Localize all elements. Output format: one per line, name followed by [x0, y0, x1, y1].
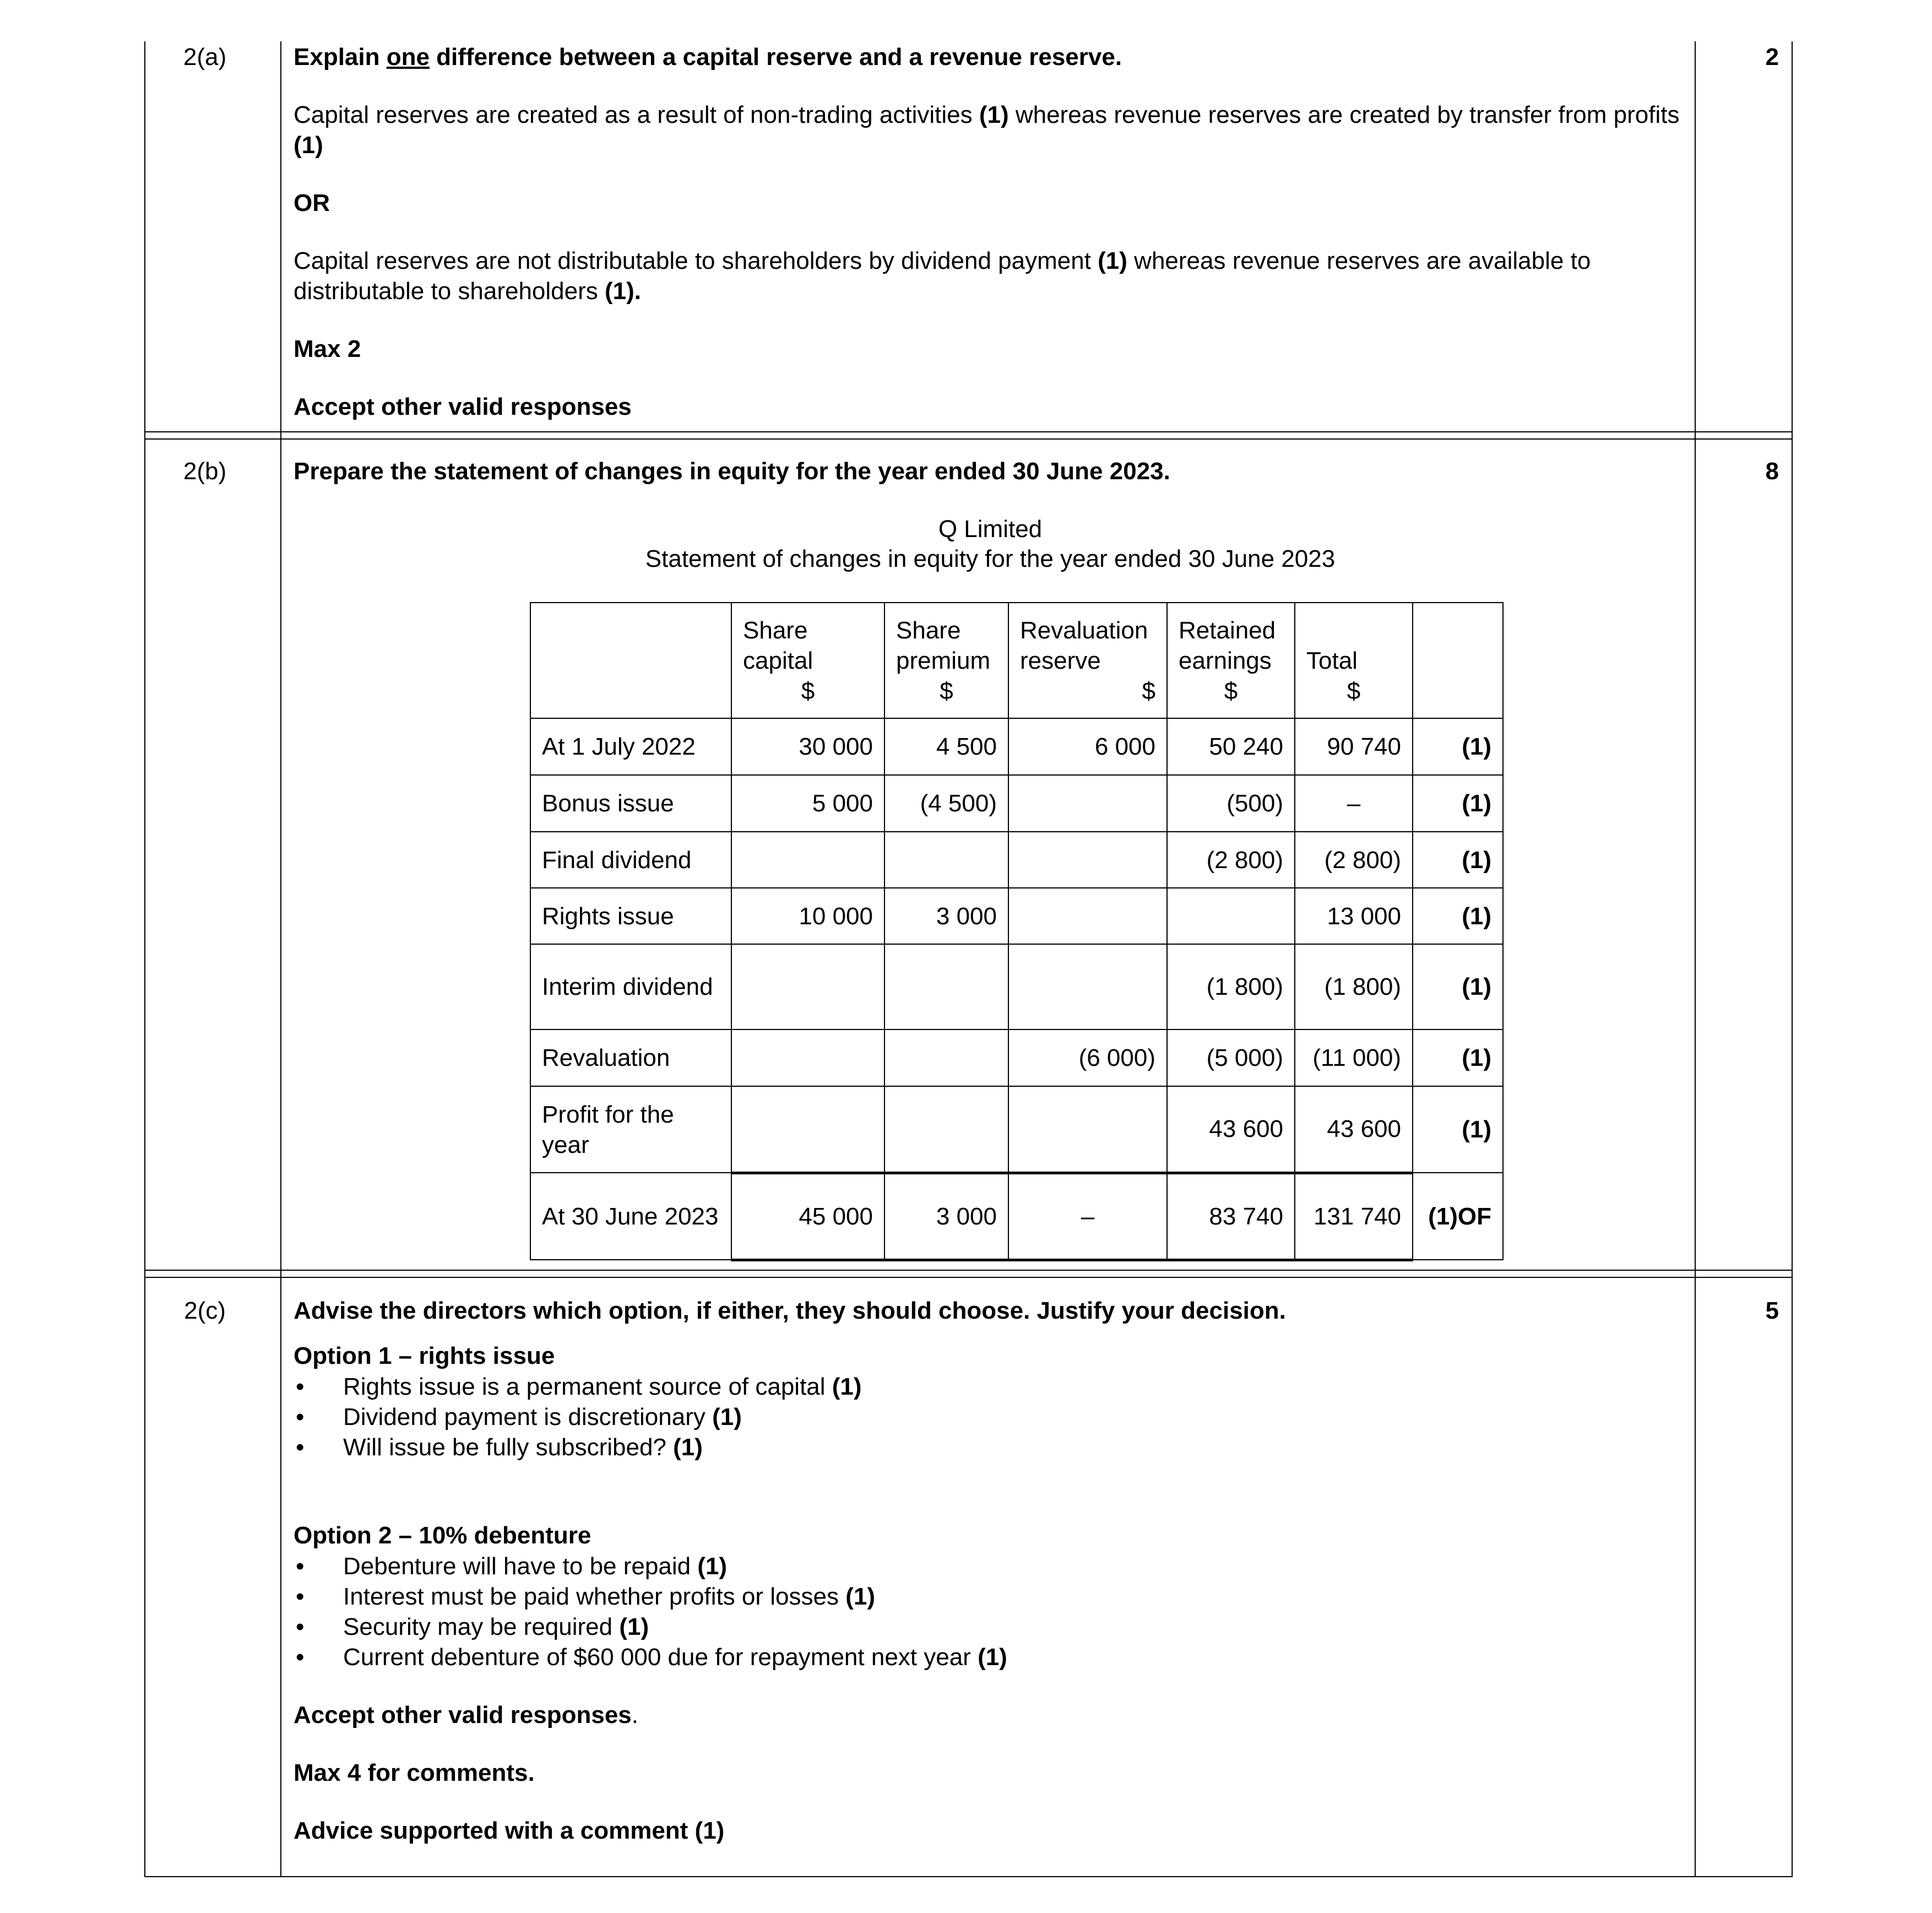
- option1-list: [294, 1372, 1687, 1462]
- header-revaluation-reserve: Revaluation reserve $: [1008, 603, 1167, 718]
- answer-2a-option1: [294, 100, 1687, 160]
- cell-retained-earnings: 50 240: [1167, 718, 1295, 775]
- row-label: Profit for the year: [530, 1086, 731, 1173]
- cell-mark: (1): [1413, 944, 1503, 1029]
- cell-share-premium: 3 000: [884, 1173, 1008, 1260]
- separator-2b-2c-bottom: [144, 1277, 1793, 1278]
- cell-share-premium: 4 500: [884, 718, 1008, 775]
- cell-share-capital: [731, 1086, 884, 1173]
- answer-2a-max: Max 2: [294, 335, 361, 362]
- company-name: Q Limited: [938, 516, 1043, 543]
- cell-mark: (1): [1413, 888, 1503, 944]
- list-item: • Current debenture of $60 000 due for repayment next year (1): [294, 1642, 1687, 1672]
- statement-of-changes-in-equity-table: [530, 602, 1504, 1261]
- marks-2c: 5: [1765, 1297, 1779, 1324]
- answer-2c-max: Max 4 for comments.: [294, 1759, 535, 1786]
- grid-qnum-divider: [280, 41, 281, 1877]
- table-row: [530, 944, 1503, 1029]
- separator-2a-2b-top: [144, 431, 1793, 432]
- cell-share-capital: [731, 944, 884, 1029]
- table-row: [530, 1029, 1503, 1086]
- cell-retained-earnings: 83 740: [1167, 1173, 1295, 1260]
- row-label: Bonus issue: [530, 775, 731, 832]
- cell-total: 131 740: [1295, 1173, 1413, 1260]
- cell-total: 13 000: [1295, 888, 1413, 944]
- answer-2c-advice: Advice supported with a comment (1): [294, 1817, 725, 1844]
- statement-title: Statement of changes in equity for the year ended 30 June 2023: [645, 545, 1336, 572]
- grid-left-border: [144, 41, 145, 1877]
- row-label: Rights issue: [530, 888, 731, 944]
- table-row: [530, 775, 1503, 832]
- cell-share-premium: [884, 832, 1008, 888]
- cell-revaluation-reserve: [1008, 888, 1167, 944]
- table-row: [530, 888, 1503, 944]
- cell-mark: (1): [1413, 775, 1503, 832]
- table-row: [530, 832, 1503, 888]
- table-row: [530, 718, 1503, 775]
- grid-right-border: [1792, 41, 1793, 1877]
- row-label: Interim dividend: [530, 944, 731, 1029]
- cell-total: (2 800): [1295, 832, 1413, 888]
- option2-list: [294, 1551, 1687, 1672]
- cell-share-premium: [884, 1086, 1008, 1173]
- answer-2a-text2: whereas revenue reserves are created by transfer from profits: [1008, 101, 1680, 128]
- marks-2a: 2: [1765, 44, 1779, 71]
- row-label: Final dividend: [530, 832, 731, 888]
- cell-share-premium: 3 000: [884, 888, 1008, 944]
- question-2a-underlined: one: [386, 44, 430, 71]
- cell-retained-earnings: (5 000): [1167, 1029, 1295, 1086]
- separator-2b-2c-top: [144, 1270, 1793, 1271]
- question-text-2a: [294, 42, 1687, 72]
- grid-marks-divider: [1695, 41, 1696, 1877]
- list-item: • Interest must be paid whether profits or losses (1): [294, 1581, 1687, 1612]
- cell-share-capital: 5 000: [731, 775, 884, 832]
- cell-total: (11 000): [1295, 1029, 1413, 1086]
- cell-share-premium: (4 500): [884, 775, 1008, 832]
- cell-total: (1 800): [1295, 944, 1413, 1029]
- cell-share-premium: [884, 944, 1008, 1029]
- header-total: Total $: [1295, 603, 1413, 718]
- option1-heading: Option 1 – rights issue: [294, 1342, 555, 1369]
- cell-revaluation-reserve: [1008, 944, 1167, 1029]
- cell-share-capital: [731, 1029, 884, 1086]
- table-header-row: [530, 603, 1503, 718]
- table-row-closing-balance: [530, 1173, 1503, 1260]
- cell-share-capital: [731, 832, 884, 888]
- cell-retained-earnings: (500): [1167, 775, 1295, 832]
- cell-revaluation-reserve: [1008, 1086, 1167, 1173]
- answer-2c-accept: Accept other valid responses.: [294, 1701, 638, 1728]
- marks-2b: 8: [1765, 458, 1779, 485]
- table-row: [530, 1086, 1503, 1173]
- answer-2a-alt-mark2: (1).: [605, 278, 641, 305]
- answer-2c: [294, 1296, 1687, 1846]
- separator-2a-2b-bottom: [144, 438, 1793, 440]
- list-item: • Security may be required (1): [294, 1612, 1687, 1642]
- header-share-capital: Share capital $: [731, 603, 884, 718]
- cell-share-capital: 30 000: [731, 718, 884, 775]
- question-number-2c: 2(c): [184, 1297, 226, 1324]
- grid-bottom-border: [144, 1876, 1793, 1877]
- cell-mark: (1): [1413, 1086, 1503, 1173]
- list-item: • Rights issue is a permanent source of capital (1): [294, 1372, 1687, 1402]
- row-label: At 30 June 2023: [530, 1173, 731, 1260]
- answer-2a-mark2: (1): [294, 132, 323, 159]
- answer-2a-mark1: (1): [979, 101, 1009, 128]
- question-number-2b: 2(b): [183, 458, 227, 485]
- cell-total: 90 740: [1295, 718, 1413, 775]
- list-item: • Will issue be fully subscribed? (1): [294, 1432, 1687, 1462]
- answer-2a-alt-text1: Capital reserves are not distributable to shareholders by dividend payment: [294, 247, 1098, 274]
- cell-revaluation-reserve: 6 000: [1008, 718, 1167, 775]
- cell-revaluation-reserve: (6 000): [1008, 1029, 1167, 1086]
- question-2a-post: difference between a capital reserve and a revenue reserve.: [429, 44, 1122, 71]
- cell-revaluation-reserve: [1008, 775, 1167, 832]
- cell-mark: (1): [1413, 718, 1503, 775]
- answer-2a-accept: Accept other valid responses: [294, 393, 632, 420]
- question-text-2b: Prepare the statement of changes in equity for the year ended 30 June 2023.: [294, 458, 1170, 485]
- cell-retained-earnings: (1 800): [1167, 944, 1295, 1029]
- answer-2a: [294, 42, 1687, 422]
- list-item: • Dividend payment is discretionary (1): [294, 1402, 1687, 1432]
- cell-share-premium: [884, 1029, 1008, 1086]
- cell-revaluation-reserve: –: [1008, 1173, 1167, 1260]
- header-retained-earnings: Retained earnings $: [1167, 603, 1295, 718]
- cell-share-capital: 45 000: [731, 1173, 884, 1260]
- answer-2a-or: OR: [294, 189, 330, 216]
- cell-revaluation-reserve: [1008, 832, 1167, 888]
- question-number-2a: 2(a): [183, 44, 227, 71]
- option2-heading: Option 2 – 10% debenture: [294, 1522, 591, 1549]
- row-label: At 1 July 2022: [530, 718, 731, 775]
- answer-2a-alt-mark1: (1): [1098, 247, 1127, 274]
- cell-retained-earnings: [1167, 888, 1295, 944]
- cell-mark: (1): [1413, 832, 1503, 888]
- cell-share-capital: 10 000: [731, 888, 884, 944]
- cell-mark: (1): [1413, 1029, 1503, 1086]
- answer-2a-text1: Capital reserves are created as a result of non-trading activities: [294, 101, 979, 128]
- answer-2a-option2: [294, 246, 1687, 306]
- list-item: • Debenture will have to be repaid (1): [294, 1551, 1687, 1581]
- cell-retained-earnings: (2 800): [1167, 832, 1295, 888]
- cell-total: 43 600: [1295, 1086, 1413, 1173]
- answer-2a-alt-text2: whereas revenue reserves are available to distributable to shareholders: [294, 247, 1591, 305]
- cell-retained-earnings: 43 600: [1167, 1086, 1295, 1173]
- question-2a-pre: Explain: [294, 44, 387, 71]
- header-share-premium: Share premium $: [884, 603, 1008, 718]
- question-text-2c: Advise the directors which option, if either, they should choose. Justify your decision.: [294, 1297, 1286, 1324]
- header-blank: [530, 603, 731, 718]
- cell-mark: (1)OF: [1413, 1173, 1503, 1260]
- row-label: Revaluation: [530, 1029, 731, 1086]
- cell-total: –: [1295, 775, 1413, 832]
- header-marks: [1413, 603, 1503, 718]
